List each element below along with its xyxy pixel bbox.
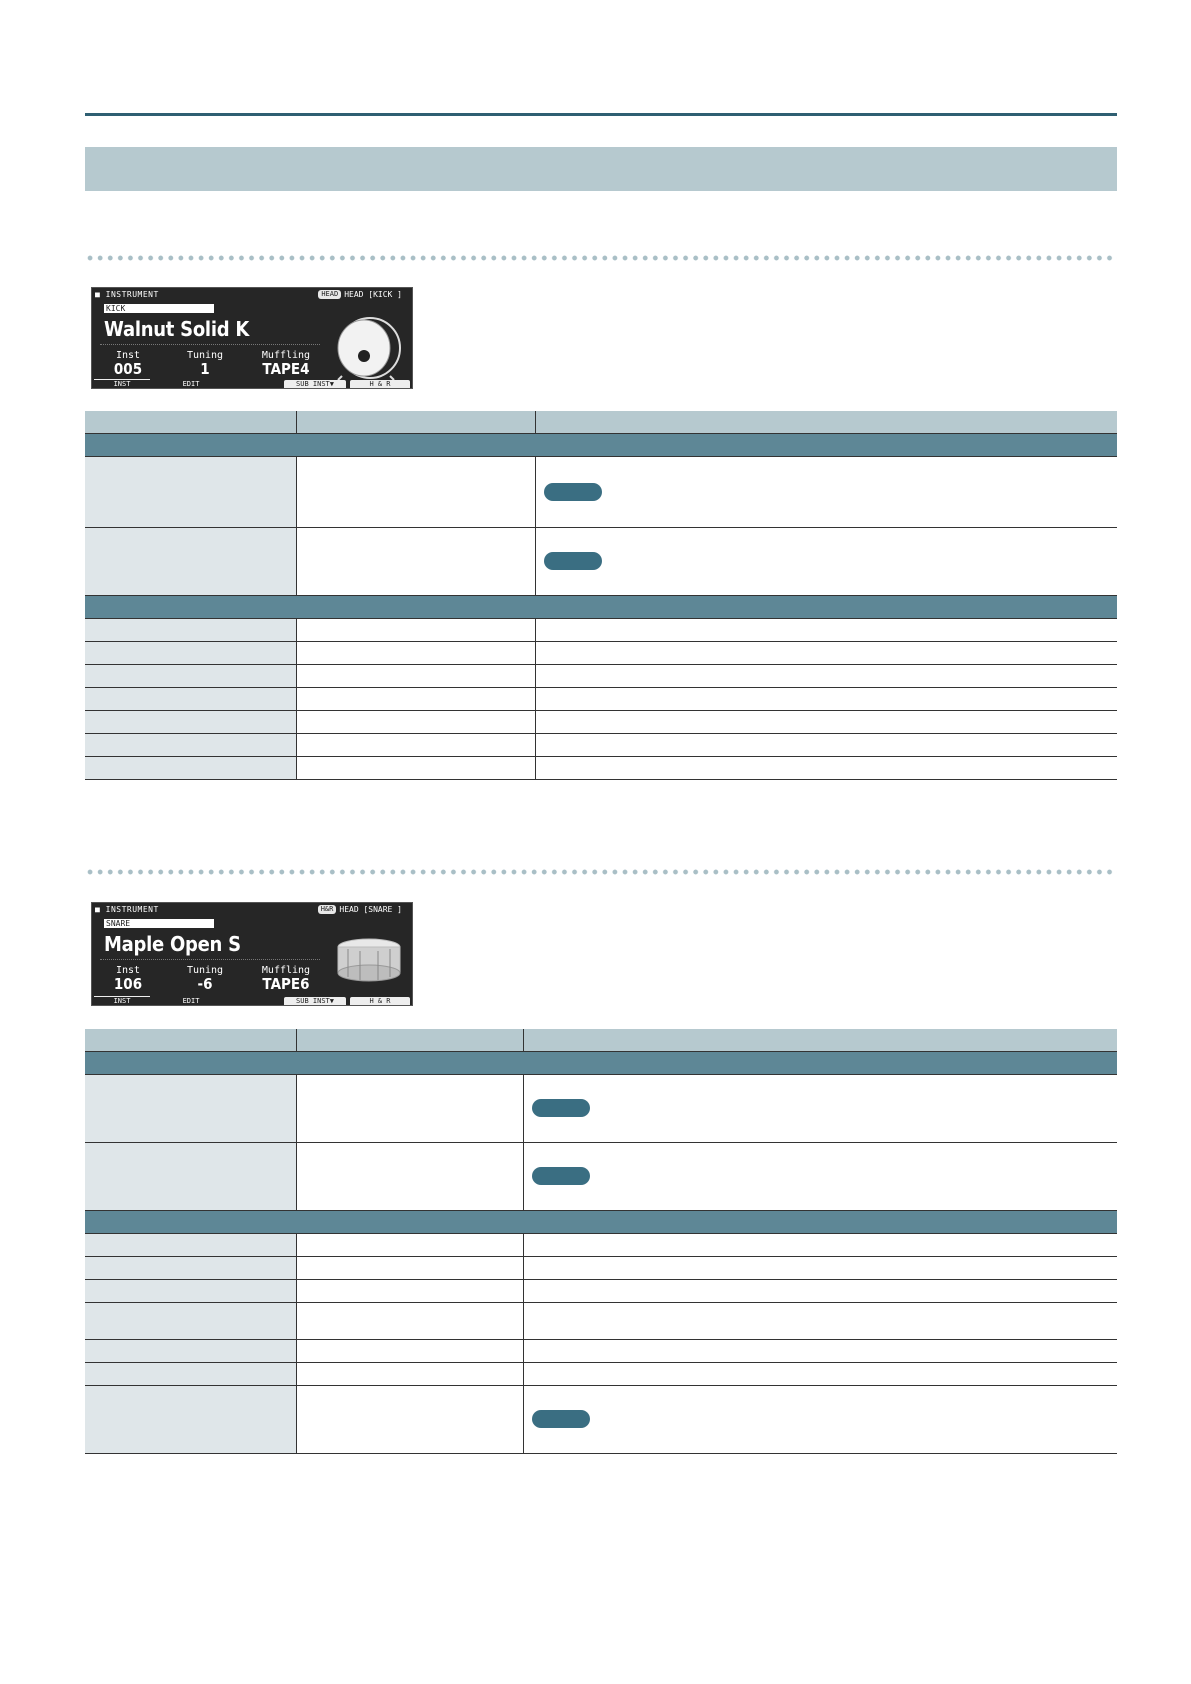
reference-badge[interactable]	[544, 552, 602, 570]
table-group-row	[85, 434, 1117, 457]
lcd-separator	[100, 344, 320, 345]
lcd-hr-chip[interactable]: H&R	[318, 905, 337, 914]
lcd-param-inst[interactable]: Inst 005	[113, 350, 143, 378]
lcd-header-left: ■ INSTRUMENT	[95, 905, 159, 914]
lcd-pad-name: SNARE	[104, 919, 214, 928]
lcd-screen-kick	[91, 287, 413, 389]
lcd-pad-indicator: HEAD [KICK ]	[344, 290, 402, 299]
table-group-row	[85, 1211, 1117, 1234]
lcd-tab-bar	[92, 379, 412, 388]
tab-edit[interactable]: EDIT	[182, 997, 200, 1005]
lcd-param-tuning[interactable]: Tuning 1	[186, 350, 224, 378]
lcd-param-muffling[interactable]: Muffling TAPE6	[261, 965, 311, 993]
table-group-row	[85, 1052, 1117, 1075]
table-row	[85, 1257, 1117, 1280]
table-row	[85, 457, 1117, 528]
table-group-row	[85, 596, 1117, 619]
dotted-divider	[85, 869, 1117, 875]
lcd-pad-name: KICK	[104, 304, 214, 313]
lcd-instrument-name: Maple Open S	[104, 932, 241, 956]
tab-sub-inst[interactable]: SUB INST▼	[284, 380, 346, 388]
dotted-divider	[85, 255, 1117, 261]
tab-sub-inst[interactable]: SUB INST▼	[284, 997, 346, 1005]
lcd-screen-snare	[91, 902, 413, 1006]
table-row	[85, 1143, 1117, 1211]
table-header-row	[85, 1029, 1117, 1052]
table-row	[85, 1234, 1117, 1257]
table-row	[85, 1280, 1117, 1303]
lcd-param-tuning[interactable]: Tuning -6	[186, 965, 224, 993]
table-row	[85, 734, 1117, 757]
table-row	[85, 1386, 1117, 1454]
table-row	[85, 757, 1117, 780]
tab-h-and-r[interactable]: H & R	[350, 380, 410, 388]
table-row	[85, 665, 1117, 688]
parameter-table-kick	[85, 411, 1117, 780]
lcd-tab-bar	[92, 996, 412, 1005]
lcd-pad-indicator: HEAD [SNARE ]	[339, 905, 402, 914]
lcd-head-chip[interactable]: HEAD	[318, 290, 341, 299]
reference-badge[interactable]	[532, 1410, 590, 1428]
table-row	[85, 619, 1117, 642]
table-row	[85, 711, 1117, 734]
table-row	[85, 1340, 1117, 1363]
tab-h-and-r[interactable]: H & R	[350, 997, 410, 1005]
table-row	[85, 688, 1117, 711]
table-row	[85, 642, 1117, 665]
tab-inst[interactable]: INST	[94, 996, 150, 1005]
lcd-header-right	[318, 905, 402, 914]
lcd-separator	[100, 959, 320, 960]
section-title-band	[85, 147, 1117, 191]
snare-drum-icon	[336, 937, 402, 985]
top-rule	[85, 113, 1117, 116]
parameter-table-snare	[85, 1029, 1117, 1454]
table-row	[85, 528, 1117, 596]
reference-badge[interactable]	[532, 1167, 590, 1185]
lcd-header-right	[318, 290, 402, 299]
lcd-instrument-name: Walnut Solid K	[104, 317, 250, 341]
lcd-param-inst[interactable]: Inst 106	[113, 965, 143, 993]
table-row	[85, 1363, 1117, 1386]
table-row	[85, 1075, 1117, 1143]
reference-badge[interactable]	[544, 483, 602, 501]
tab-inst[interactable]: INST	[94, 379, 150, 388]
lcd-param-muffling[interactable]: Muffling TAPE4	[261, 350, 311, 378]
kick-drum-icon	[334, 316, 402, 380]
reference-badge[interactable]	[532, 1099, 590, 1117]
lcd-header-left: ■ INSTRUMENT	[95, 290, 159, 299]
tab-edit[interactable]: EDIT	[182, 380, 200, 388]
table-row	[85, 1303, 1117, 1340]
table-header-row	[85, 411, 1117, 434]
